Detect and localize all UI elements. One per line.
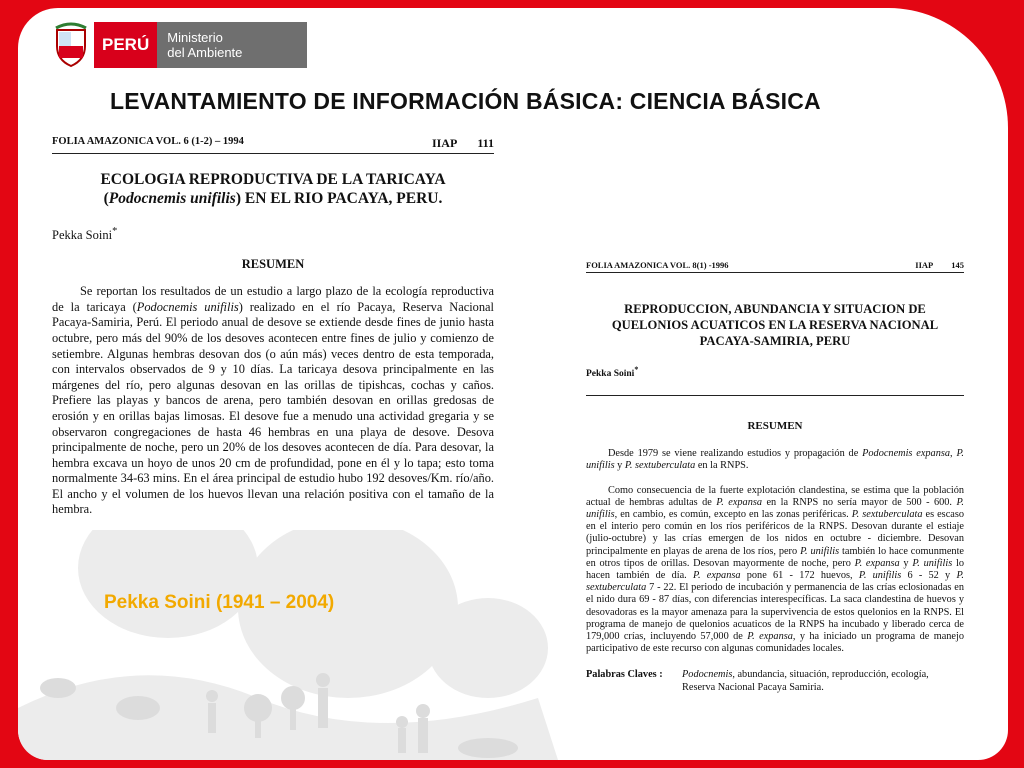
coat-of-arms-icon (52, 22, 90, 68)
paper-1-abstract: Se reportan los resultados de un estudio a largo plazo de la ecología reproductiva de la taricaya (Podocnemis unifilis) realizado en el río Pacaya, Reserva Nacional Pacaya-Samiria, Perú. El periodo anual de desove se extiende desde fines de junio hasta octubre, pero más del 90% de los desoves acontecen entre fines de julio y comienzo de setiembre. Algunas hembras desovan dos (o aún más) veces dentro de esta temporada, con intervalos observados de 9 y 10 días. La taricaya desova principalmente en las márgenes del río, pero algunas desovan en las orillas de tipishcas, cochas y caños. Prefiere las playas y bancos de arena, pero también desovan en orillas gredosas de erosión y en orillas bajas limosas. El desove fue a menudo una actividad gregaria y se observaron congregaciones de hasta 46 hembras en una playa de desove. Desova principalmente de noche, pero un 20% de los desoves acontecen de día. Para desovar, la hembra excava un hoyo de unos 20 cm de profundidad, pone en él y lo tapa; esto toma normalmente 34-63 mins. En el área principal de estudio hubo 192 desoves/Km. río/año. El ancho y el volumen de los huevos llevan una relación positiva con el tamaño de la hembra. (52, 284, 494, 517)
paper-1-excerpt (52, 136, 494, 530)
paper-2-keywords (586, 669, 964, 693)
publisher: IIAP (431, 136, 458, 150)
ministry-logo (52, 22, 307, 68)
paper-1-author: Pekka Soini* (52, 226, 118, 243)
publisher: IIAP (915, 260, 934, 270)
journal-name: FOLIA AMAZONICA VOL. 6 (1-2) – 1994 (52, 136, 244, 147)
slide (18, 8, 1008, 760)
peru-label: PERÚ (94, 22, 157, 68)
paper-2-paragraph-2: Como consecuencia de la fuerte explotación clandestina, se estima que la población actual de hembras adultas de P. expansa en la RNPS no sería mayor de 500 - 600. P. unifilis, en cambio, es común, excepto en las zonas periféricas. P. sextuberculata es escaso en el interio pero común en los ríos periféricos de la RNPS. Desovan durante el estiaje (julio-octubre) y las crías emergen de los nidos en octubre - diciembre. Desovan principalmente en playas de arena de los ríos, pero P. unifilis también lo hace comunmente en otros tipos de orillas. Desovan mayormente de noche, pero P. expansa y P. unifilis lo hacen también de día. P. expansa pone 61 - 172 huevos, P. unifilis 6 - 52 y P. sextuberculata 7 - 22. El periodo de incubación y permanencia de las crías eclosionadas en el nido dura 69 - 87 días, con diferencias interespecíficas. La saca clandestina de huevos y desovadoras es la mayor amenaza para la supervivencia de estos quelonios en la RNPS. El programa de manejo de quelonios acuaticos de la RNPS ha incubado y liberado cerca de 179,000 crías, incluyendo 57,000 de P. expansa, y ha iniciado un programa de manejo participativo de este recurso con algunas comunidades locales. (586, 484, 965, 655)
keywords-label: Palabras Claves : (586, 669, 663, 681)
paper-2-excerpt (586, 260, 964, 758)
paper-1-title: ECOLOGIA REPRODUCTIVA DE LA TARICAYA (Podocnemis unifilis) EN EL RIO PACAYA, PERU. (100, 171, 446, 207)
page-number: 145 (951, 260, 964, 270)
paper-2-paragraph-1: Desde 1979 se viene realizando estudios y propagación de Podocnemis expansa, P. unifilis y P. sextuberculata en la RNPS. (586, 448, 964, 472)
paper-2-section-heading: RESUMEN (747, 420, 803, 433)
paper-2-title: REPRODUCCION, ABUNDANCIA Y SITUACION DE QUELONIOS ACUATICOS EN LA RESERVA NACIONAL PACAYA-SAMIRIA, PERU (611, 302, 939, 348)
journal-name: FOLIA AMAZONICA VOL. 8(1) -1996 (586, 260, 729, 270)
ministry-name: Ministerio del Ambiente (157, 22, 307, 68)
page-number: 111 (477, 136, 494, 150)
photo-caption: Pekka Soini (1941 – 2004) (104, 592, 335, 613)
keywords-list: Podocnemis, abundancia, situación, reproducción, ecología, Reserva Nacional Pacaya Samiria. (682, 669, 929, 693)
paper-2-header (586, 260, 964, 273)
paper-2-author: Pekka Soini* (586, 365, 964, 396)
slide-title: LEVANTAMIENTO DE INFORMACIÓN BÁSICA: CIENCIA BÁSICA (110, 88, 821, 114)
paper-1-header (52, 136, 494, 154)
paper-1-section-heading: RESUMEN (241, 257, 305, 272)
